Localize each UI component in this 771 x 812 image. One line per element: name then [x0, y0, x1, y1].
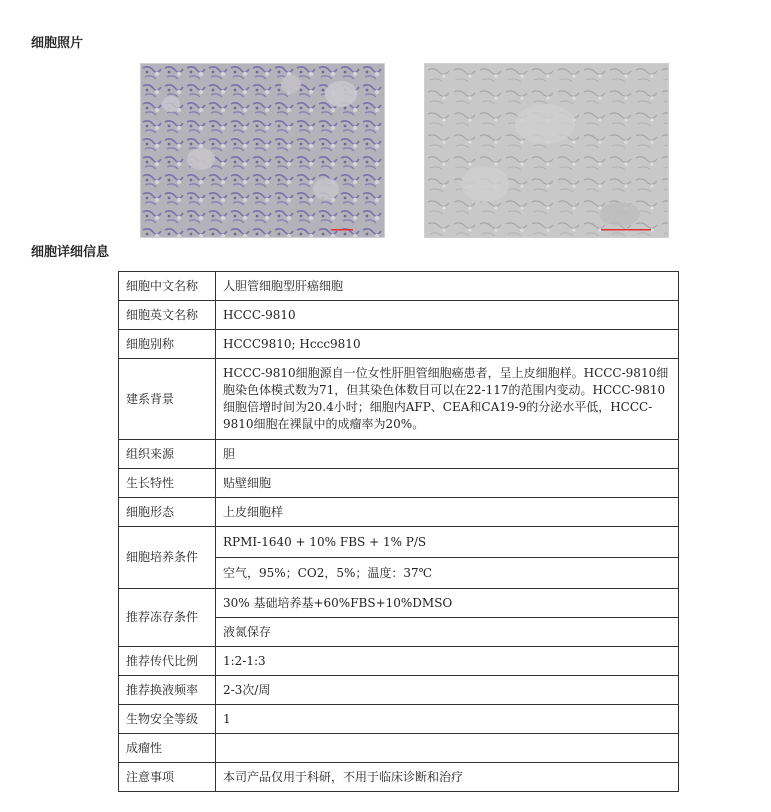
label-passage: 推荐传代比例 [119, 647, 216, 676]
row-tissue [119, 440, 679, 469]
value-medium-change: 2-3次/周 [216, 676, 679, 705]
value-english-name: HCCC-9810 [216, 301, 679, 330]
row-culture-1 [119, 527, 679, 558]
label-alias: 细胞别称 [119, 330, 216, 359]
row-morphology [119, 498, 679, 527]
row-freezing-1 [119, 589, 679, 618]
value-chinese-name: 人胆管细胞型肝癌细胞 [216, 272, 679, 301]
value-biosafety: 1 [216, 705, 679, 734]
label-notes: 注意事项 [119, 763, 216, 792]
value-tumorigenicity [216, 734, 679, 763]
row-english-name [119, 301, 679, 330]
row-biosafety [119, 705, 679, 734]
label-medium-change: 推荐换液频率 [119, 676, 216, 705]
value-culture-atmosphere: 空气，95%；CO2，5%；温度：37℃ [216, 558, 679, 589]
cell-photo-1-image [141, 64, 384, 237]
label-freezing: 推荐冻存条件 [119, 589, 216, 647]
value-passage: 1:2-1:3 [216, 647, 679, 676]
cell-photo-1 [140, 63, 385, 238]
label-english-name: 细胞英文名称 [119, 301, 216, 330]
value-freezing-medium: 30% 基础培养基+60%FBS+10%DMSO [216, 589, 679, 618]
label-biosafety: 生物安全等级 [119, 705, 216, 734]
value-culture-medium: RPMI-1640 + 10% FBS + 1% P/S [216, 527, 679, 558]
value-notes: 本司产品仅用于科研，不用于临床诊断和治疗 [216, 763, 679, 792]
label-tumorigenicity: 成瘤性 [119, 734, 216, 763]
label-background: 建系背景 [119, 359, 216, 440]
cell-photos-title: 细胞照片 [31, 36, 84, 51]
label-morphology: 细胞形态 [119, 498, 216, 527]
row-notes [119, 763, 679, 792]
row-alias [119, 330, 679, 359]
row-chinese-name [119, 272, 679, 301]
row-medium-change [119, 676, 679, 705]
label-culture: 细胞培养条件 [119, 527, 216, 589]
cell-details-table [118, 271, 679, 792]
row-growth [119, 469, 679, 498]
label-tissue: 组织来源 [119, 440, 216, 469]
cell-photo-2 [424, 63, 669, 238]
label-growth: 生长特性 [119, 469, 216, 498]
row-tumorigenicity [119, 734, 679, 763]
value-alias: HCCC9810; Hccc9810 [216, 330, 679, 359]
label-chinese-name: 细胞中文名称 [119, 272, 216, 301]
cell-details-title: 细胞详细信息 [31, 245, 110, 260]
value-growth: 贴壁细胞 [216, 469, 679, 498]
value-morphology: 上皮细胞样 [216, 498, 679, 527]
cell-photo-2-image [425, 64, 668, 237]
row-background [119, 359, 679, 440]
row-passage [119, 647, 679, 676]
value-freezing-storage: 液氮保存 [216, 618, 679, 647]
value-tissue: 胆 [216, 440, 679, 469]
value-background: HCCC-9810细胞源自一位女性肝胆管细胞癌患者，呈上皮细胞样。HCCC-9810细胞染色体模式数为71，但其染色体数目可以在22-117的范围内变动。HCCC-9810细胞倍增时间为20.4小时；细胞内AFP、CEA和CA19-9的分泌水平低，HCCC-9810细胞在裸鼠中的成瘤率为20%。 [216, 359, 679, 440]
